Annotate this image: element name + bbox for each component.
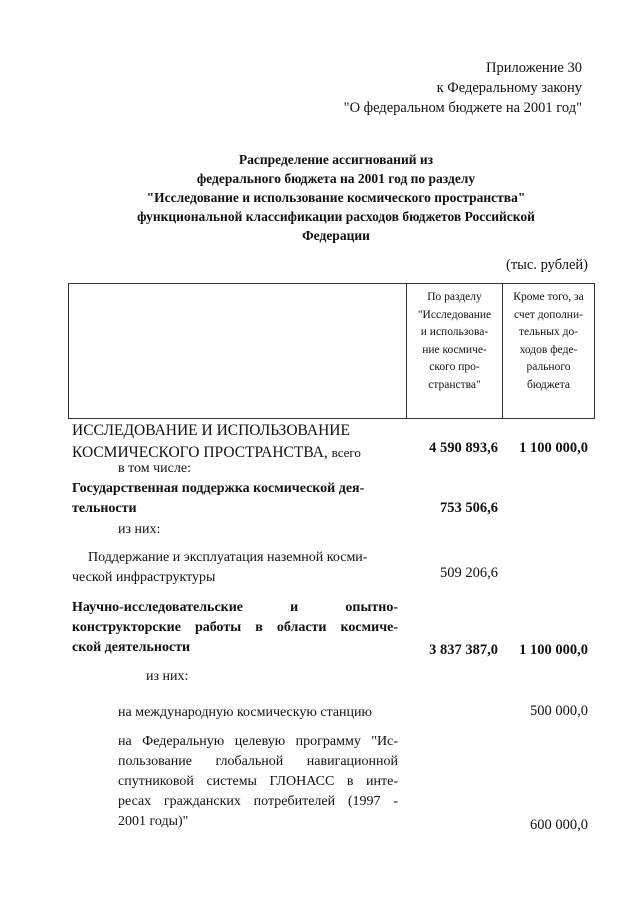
rnd-additional-value: 1 100 000,0 [519,642,588,658]
header-line: ского про- [429,361,480,373]
label-line: конструкторские работы в области космиче- [72,620,398,635]
label-line: спутниковой системы ГЛОНАСС в инте- [118,774,398,789]
title-line: Распределение ассигнований из [238,152,434,167]
row-total-label [72,420,402,464]
appendix-reference [300,58,582,118]
title-line: функциональной классификации расходов бюджетов Российской [137,209,535,224]
row-ground-infrastructure-label [72,548,402,588]
total-section-value: 4 590 893,6 [429,440,498,456]
table-column-divider [502,283,503,419]
title-line: Федерации [302,228,370,243]
appendix-line: к Федеральному закону [436,80,582,96]
table-column-divider [406,283,407,419]
label-word: Научно-исследовательские [72,600,244,615]
including-label: в том числе: [118,461,191,476]
appendix-line: Приложение 30 [486,60,582,76]
column-header-section [408,289,501,394]
state-support-value: 753 506,6 [440,500,498,516]
header-line: странства" [428,378,481,391]
label-line: на Федеральную целевую программу "Ис- [118,734,398,749]
row-glonass-label [118,732,398,832]
label-line: 2001 годы)" [118,814,189,829]
table-right-border [594,283,595,419]
row-rnd-label [72,598,398,658]
title-line: "Исследование и использование космического пространства" [146,190,526,205]
row-state-support-label [72,479,402,519]
label-line: тельности [72,501,137,516]
of-them-label: из них: [118,522,161,537]
header-line: бюджета [527,378,570,391]
label-line: Государственная поддержка космической дея- [72,481,365,496]
label-line: ческой инфраструктуры [72,570,216,585]
header-line: и использова- [420,326,489,338]
ground-infrastructure-value: 509 206,6 [440,565,498,581]
of-them-label: из них: [146,669,189,684]
label-line: КОСМИЧЕСКОГО ПРОСТРАНСТВА, [72,444,328,461]
header-line: "Исследование [417,308,492,321]
header-line: ние космиче- [422,343,487,356]
label-line: ИССЛЕДОВАНИЕ И ИСПОЛЬЗОВАНИЕ [72,422,350,439]
label-line: пользование глобальной навигационной [118,754,398,769]
units-label: (тыс. рублей) [506,257,588,273]
label-line: Поддержание и эксплуатация наземной косми- [88,550,368,565]
header-line: ходов феде- [519,343,578,356]
label-line: ресах гражданских потребителей (1997 - [118,794,398,809]
appendix-line: "О федеральном бюджете на 2001 год" [343,100,582,116]
iss-additional-value: 500 000,0 [530,703,588,719]
header-line: счет дополни- [514,308,583,321]
row-iss-label: на международную космическую станцию [118,705,372,720]
glonass-additional-value: 600 000,0 [530,817,588,833]
total-additional-value: 1 100 000,0 [519,440,588,456]
header-line: рального [526,361,571,373]
title-line: федерального бюджета на 2001 год по разделу [196,171,476,186]
label-suffix: всего [331,445,361,460]
header-line: По разделу [427,291,482,303]
header-line: тельных до- [518,326,579,338]
label-word: опытно- [345,600,398,615]
table-header-bottom-border [68,418,594,419]
label-word: и [290,600,299,615]
table-top-border [68,283,594,284]
column-header-additional [504,289,593,394]
header-line: Кроме того, за [513,291,584,303]
label-line: ской деятельности [72,640,191,655]
rnd-section-value: 3 837 387,0 [429,642,498,658]
table-left-border [68,283,69,419]
document-title [98,150,574,245]
